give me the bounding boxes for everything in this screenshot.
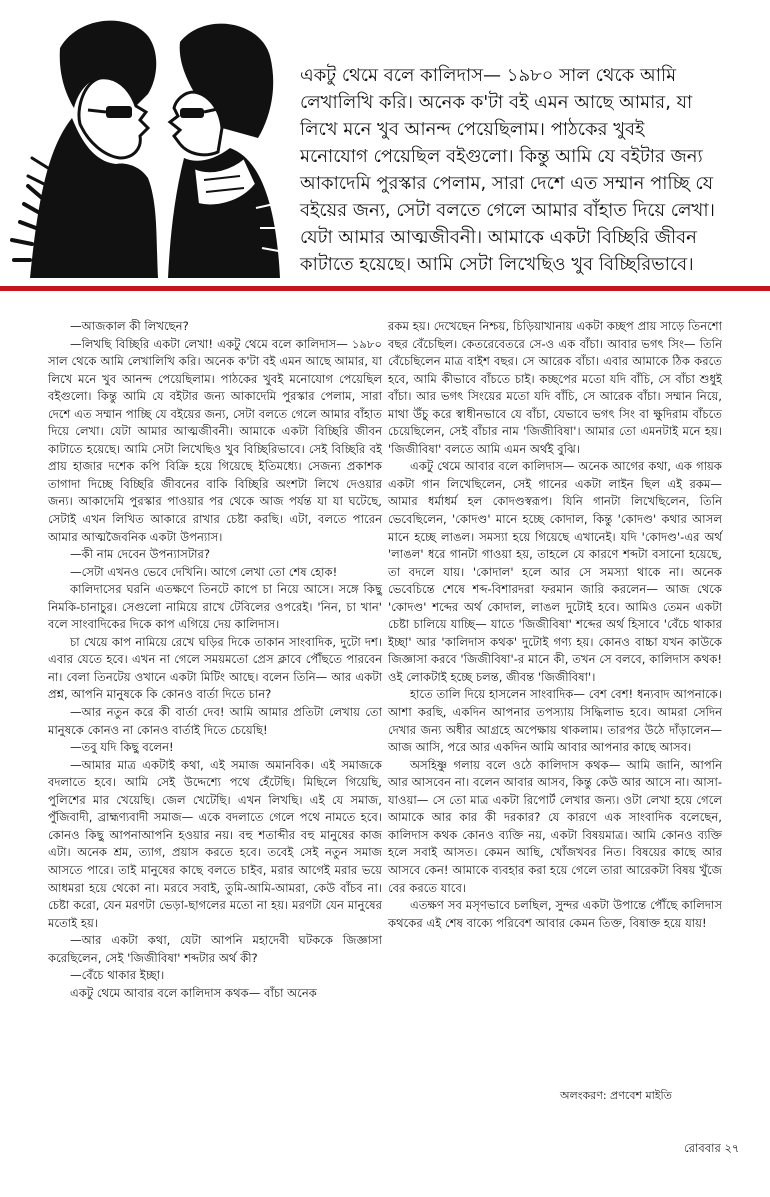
article-column-right — [388, 318, 722, 932]
paragraph: —আর একটা কথা, যেটা আপনি মহাদেবী ঘটককে জিজ্ঞাসা করেছিলেন, সেই 'জিজীবিষা' শব্দটার অর্থ কী? — [48, 933, 382, 965]
red-divider — [0, 286, 770, 291]
paragraph: চা খেয়ে কাপ নামিয়ে রেখে ঘড়ির দিকে তাকান সাংবাদিক, দুটো দশ। এবার যেতে হবে। এখন না গেলে সময়মতো প্রেস ক্লাবে পৌঁছতে পারবেন না। বেলা তিনটেয় ওখানে একটা মিটিং আছে। বলেন তিনি— আর একটা প্রশ্ন, আপনি মানুষকে কি কোনও বার্তা দিতে চান? — [48, 634, 382, 702]
two-faces-facing-illustration — [8, 8, 290, 278]
paragraph: —বেঁচে থাকার ইচ্ছা। — [70, 968, 165, 983]
paragraph: রকম হয়। দেখেছেন নিশ্চয়, চিড়িয়াখানায় একটা কচ্ছপ প্রায় সাড়ে তিনশো বছর বেঁচেছিল। কেতরেবেতরে সে-ও এক বাঁচা। আবার ভগৎ সিং— তিনি বেঁচেছিলেন মাত্র বাইশ বছর। সে আরেক বাঁচা। এবার আমাকে ঠিক করতে হবে, আমি কীভাবে বাঁচতে চাই। কচ্ছপের মতো যদি বাঁচি, সে বাঁচা শুধুই বাঁচা। আর ভগৎ সিংয়ের মতো যদি বাঁচি, সে আরেক বাঁচা। সম্মান নিয়ে, মাথা উঁচু করে স্বাধীনভাবে যে বাঁচা, যেভাবে ভগৎ সিং বা ক্ষুদিরাম বাঁচতে চেয়েছিলেন, সেই বাঁচার নাম 'জিজীবিষা'। আমার তো এমনটাই মনে হয়। 'জিজীবিষা' বলতে আমি এমন অর্থই বুঝি। — [388, 319, 722, 456]
paragraph: —আমার মাত্র একটাই কথা, এই সমাজ অমানবিক। এই সমাজকে বদলাতে হবে। আমি সেই উদ্দেশ্যে পথে হেঁটেছি। মিছিলে গিয়েছি, পুলিশের মার খেয়েছি। জেল খেটেছি। এখন লিখছি। এই যে সমাজ, পুঁজিবাদী, ব্রাহ্মণ্যবাদী সমাজ— একে বদলাতে গেলে পথে নামতে হবে। কোনও কিছু আপনাআপনি হওয়ার নয়। বহু শতাব্দীর বহু মানুষের কাজ এটা। অনেক শ্রম, ত্যাগ, প্রয়াস করতে হবে। তবেই সেই নতুন সমাজ আসতে পারে। তাই মানুষের কাছে বলতে চাইব, মরার আগেই মরার ভয়ে আধমরা হয়ে থেকো না। মরবে সবাই, তুমি-আমি-আমরা, কেউ বাঁচব না। চেষ্টা করো, যেন মরণটা ভেড়া-ছাগলের মতো না হয়। মরণটা যেন মানুষের মতোই হয়। — [48, 757, 382, 930]
paragraph: এতক্ষণ সব মসৃণভাবে চলছিল, সুন্দর একটা উপান্তে পৌঁছে কালিদাস কথকের এই শেষ বাক্যে পরিবেশ আবার কেমন তিক্ত, বিষাক্ত হয়ে যায়! — [388, 898, 722, 930]
paragraph: —লিখছি বিচ্ছিরি একটা লেখা! একটু থেমে বলে কালিদাস— ১৯৮০ সাল থেকে আমি লেখালিখি করি। অনেক ক'টা বই এমন আছে আমার, যা লিখে মনে খুব আনন্দ পেয়েছিলাম। পাঠকের খুবই মনোযোগ পেয়েছিল বইগুলো। কিন্তু আমি যে বইটার জন্য আকাদেমি পুরস্কার পেলাম, সারা দেশে এত সম্মান পাচ্ছি যে বইয়ের জন্য, সেটা বলতে গেলে আমার বাঁহাত দিয়ে লেখা। যেটা আমার আত্মজীবনী। আমাকে একটা বিচ্ছিরি জীবন কাটাতে হয়েছে। আমি সেটা লিখেছিও খুব বিচ্ছিরিভাবে। সেই বিচ্ছিরি বই প্রায় হাজার দশেক কপি বিক্রি হয়ে গিয়েছে ইতিমধ্যে। সেজন্য প্রকাশক তাগাদা দিচ্ছে বিচ্ছিরি জীবনের বাকি বিচ্ছিরি অংশটা লিখে দেওয়ার জন্য। আকাদেমি পুরস্কার পাওয়ার পর থেকে আজ পর্যন্ত যা যা ঘটেছে, সেটাই এখন লিখিত আকারে রাখার চেষ্টা করছি। এটা, বলতে পারেন আমার আত্মজৈবনিক একটা উপন্যাস। — [48, 336, 382, 544]
paragraph: একটু থেমে আবার বলে কালিদাস কথক— বাঁচা অনেক — [70, 985, 317, 1000]
paragraph: —কী নাম দেবেন উপন্যাসটার? — [70, 547, 211, 562]
paragraph: অসহিষ্ণু গলায় বলে ওঠে কালিদাস কথক— আমি জানি, আপনি আর আসবেন না। বলেন আবার আসব, কিন্তু কেউ আর আসে না। আসা-যাওয়া— সে তো মাত্র একটা রিপোর্ট লেখার জন্য। ওটা লেখা হয়ে গেলে আমাকে আর কার কী দরকার? যে কারণে এক সাংবাদিক বলেছেন, কালিদাস কথক কোনও ব্যক্তি নয়, একটা বিষয়মাত্র। আমি কোনও ব্যক্তি হলে সবাই আসত। কেমন আছি, খোঁজখবর নিত। বিষয়ের কাছে আর আসবে কেন! আমাকে ব্যবহার করা হয়ে গেলে তারা আরেকটা বিষয় খুঁজে বের করতে যাবে। — [388, 757, 722, 895]
article-column-left — [48, 318, 382, 1002]
right-figure-body — [168, 148, 280, 278]
pull-quote: একটু থেমে বলে কালিদাস— ১৯৮০ সাল থেকে আমি লেখালিখি করি। অনেক ক'টা বই এমন আছে আমার, যা লিখে মনে খুব আনন্দ পেয়েছিলাম। পাঠকের খুবই মনোযোগ পেয়েছিল বইগুলো। কিন্তু আমি যে বইটার জন্য আকাদেমি পুরস্কার পেলাম, সারা দেশে এত সম্মান পাচ্ছি যে বইয়ের জন্য, সেটা বলতে গেলে আমার বাঁহাত দিয়ে লেখা। যেটা আমার আত্মজীবনী। আমাকে একটা বিচ্ছিরি জীবন কাটাতে হয়েছে। আমি সেটা লিখেছিও খুব বিচ্ছিরিভাবে। — [300, 65, 715, 275]
paragraph: কালিদাসের ঘরনি এতক্ষণে তিনটে কাপে চা নিয়ে আসে। সঙ্গে কিছু নিমকি-চানাচুর। সেগুলো নামিয়ে রাখে টেবিলের ওপরেই। 'নিন, চা খান' বলে সাংবাদিকের দিকে কাপ এগিয়ে দেয় কালিদাস। — [48, 582, 382, 632]
paragraph: —আর নতুন করে কী বার্তা দেব! আমি আমার প্রতিটা লেখায় তো মানুষকে কোনও না কোনও বার্তাই দিতে চেয়েছি! — [48, 705, 382, 737]
paragraph: একটু থেমে আবার বলে কালিদাস— অনেক আগের কথা, এক গায়ক একটা গান লিখেছিলেন, সেই গানের একটা লাইন ছিল এই রকম— আমার ধর্মাধর্ম হল কোদণ্ডস্বরূপ। যিনি গানটা লিখেছিলেন, তিনি ভেবেছিলেন, 'কোদণ্ড' মানে হচ্ছে কোদাল, কিন্তু 'কোদণ্ড' কথার আসল মানে হচ্ছে লাঙল। সমস্যা হয়ে গিয়েছে এখানেই। যদি 'কোদণ্ড'-এর অর্থ 'লাঙল' ধরে গানটা গাওয়া হয়, তাহলে যে কারণে শব্দটা বসানো হয়েছে, তা বদলে যায়। 'কোদাল' হলে আর সে সমস্যা থাকে না। অনেক ভেবেচিন্তে শেষে শব্দ-বিশারদরা ফরমান জারি করলেন— আজ থেকে 'কোদণ্ড' শব্দের অর্থ কোদাল, লাঙল দুটোই হবে। আমিও তেমন একটা চেষ্টা চালিয়ে যাচ্ছি— যাতে 'জিজীবিষা' শব্দের অর্থ হিসাবে 'বেঁচে থাকার ইচ্ছা' আর 'কালিদাস কথক' দুটোই গণ্য হয়। কোনও বাচ্চা যখন কাউকে জিজ্ঞাসা করবে 'জিজীবিষা'-র মানে কী, তখন সে বলবে, কালিদাস কথক! ওই লোকটাই হচ্ছে চলন্ত, জীবন্ত 'জিজীবিষা'। — [388, 459, 722, 684]
paragraph: —সেটা এখনও ভেবে দেখিনি। আগে লেখা তো শেষ হোক! — [70, 564, 338, 579]
paragraph: —আজকাল কী লিখছেন? — [70, 319, 189, 333]
illustration-credit: অলংকরণ: প্রণবেশ মাইতি — [560, 1089, 672, 1102]
paragraph: —তবু যদি কিছু বলেন! — [70, 740, 174, 755]
page-folio: রোববার ২৭ — [684, 1141, 740, 1155]
paragraph: হাতে তালি দিয়ে হাসলেন সাংবাদিক— বেশ বেশ! ধন্যবাদ আপনাকে। আশা করছি, একদিন আপনার তপস্যায় সিদ্ধিলাভ হবে। আমরা সেদিন দেখার জন্য অধীর আগ্রহে অপেক্ষায় থাকলাম। তারপর উঠে দাঁড়ালেন— আজ আসি, পরে আর একদিন আমি আবার আপনার কাছে আসব। — [388, 687, 722, 755]
